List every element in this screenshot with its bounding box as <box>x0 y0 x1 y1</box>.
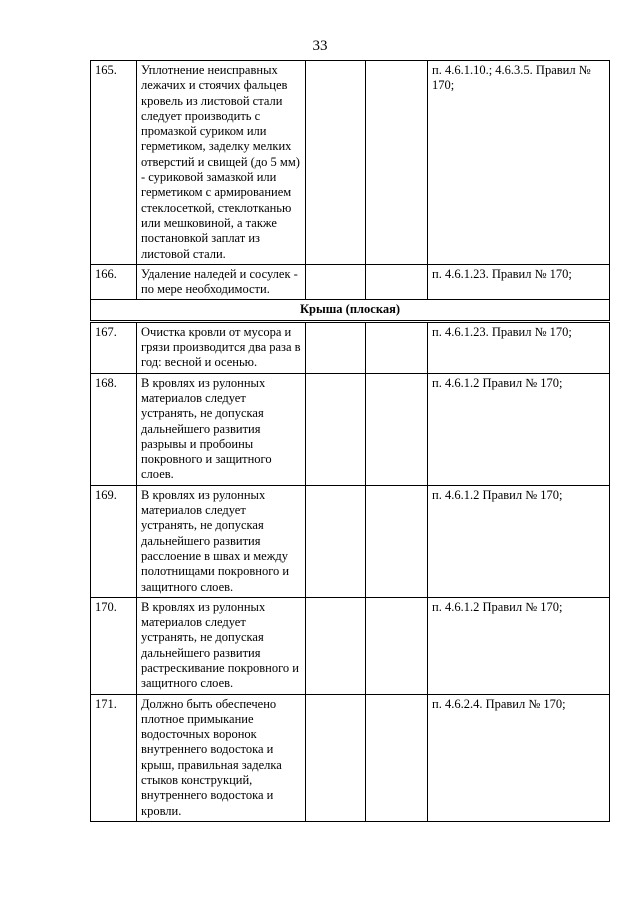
table-row <box>91 61 610 265</box>
empty-cell <box>366 61 428 265</box>
row-text: Удаление наледей и сосулек - по мере необходимости. <box>137 264 306 300</box>
row-text: Должно быть обеспечено плотное примыкание водосточных воронок внутреннего водостока и крыш, правильная заделка стыков конструкций, внутреннего водостока и кровли. <box>137 694 306 821</box>
row-reference: п. 4.6.1.23. Правил № 170; <box>428 264 610 300</box>
row-text: Уплотнение неисправных лежачих и стоячих фальцев кровель из листовой стали следует производить с промазкой суриком или герметиком, заделку мелких отверстий и свищей (до 5 мм) - суриковой замазкой или герметиком с армированием стеклосеткой, стеклотканью или мешковиной, а также постановкой заплат из листовой стали. <box>137 61 306 265</box>
requirements-table <box>90 60 610 822</box>
empty-cell <box>306 373 366 485</box>
row-number: 171. <box>91 694 137 821</box>
row-reference: п. 4.6.1.10.; 4.6.3.5. Правил № 170; <box>428 61 610 265</box>
row-text: В кровлях из рулонных материалов следует устранять, не допуская дальнейшего развития разрывы и пробоины покровного и защитного слоев. <box>137 373 306 485</box>
empty-cell <box>306 597 366 694</box>
row-number: 167. <box>91 321 137 373</box>
row-number: 170. <box>91 597 137 694</box>
empty-cell <box>366 597 428 694</box>
empty-cell <box>306 61 366 265</box>
empty-cell <box>366 485 428 597</box>
empty-cell <box>366 694 428 821</box>
row-reference: п. 4.6.2.4. Правил № 170; <box>428 694 610 821</box>
row-reference: п. 4.6.1.2 Правил № 170; <box>428 373 610 485</box>
row-number: 169. <box>91 485 137 597</box>
table-row <box>91 485 610 597</box>
section-row <box>91 300 610 321</box>
table-row <box>91 597 610 694</box>
row-text: Очистка кровли от мусора и грязи производится два раза в год: весной и осенью. <box>137 321 306 373</box>
section-title: Крыша (плоская) <box>91 300 610 321</box>
table-row <box>91 321 610 373</box>
empty-cell <box>366 321 428 373</box>
table-row <box>91 373 610 485</box>
page-number: 33 <box>312 38 328 54</box>
table-body <box>91 61 610 822</box>
empty-cell <box>306 321 366 373</box>
table-row <box>91 694 610 821</box>
empty-cell <box>366 264 428 300</box>
empty-cell <box>306 694 366 821</box>
table-row <box>91 264 610 300</box>
row-text: В кровлях из рулонных материалов следует устранять, не допуская дальнейшего развития расслоение в швах и между полотнищами покровного и защитного слоев. <box>137 485 306 597</box>
empty-cell <box>306 485 366 597</box>
row-reference: п. 4.6.1.2 Правил № 170; <box>428 597 610 694</box>
row-text: В кровлях из рулонных материалов следует устранять, не допуская дальнейшего развития растрескивание покровного и защитного слоев. <box>137 597 306 694</box>
row-number: 168. <box>91 373 137 485</box>
row-reference: п. 4.6.1.2 Правил № 170; <box>428 485 610 597</box>
row-reference: п. 4.6.1.23. Правил № 170; <box>428 321 610 373</box>
row-number: 165. <box>91 61 137 265</box>
empty-cell <box>306 264 366 300</box>
empty-cell <box>366 373 428 485</box>
row-number: 166. <box>91 264 137 300</box>
